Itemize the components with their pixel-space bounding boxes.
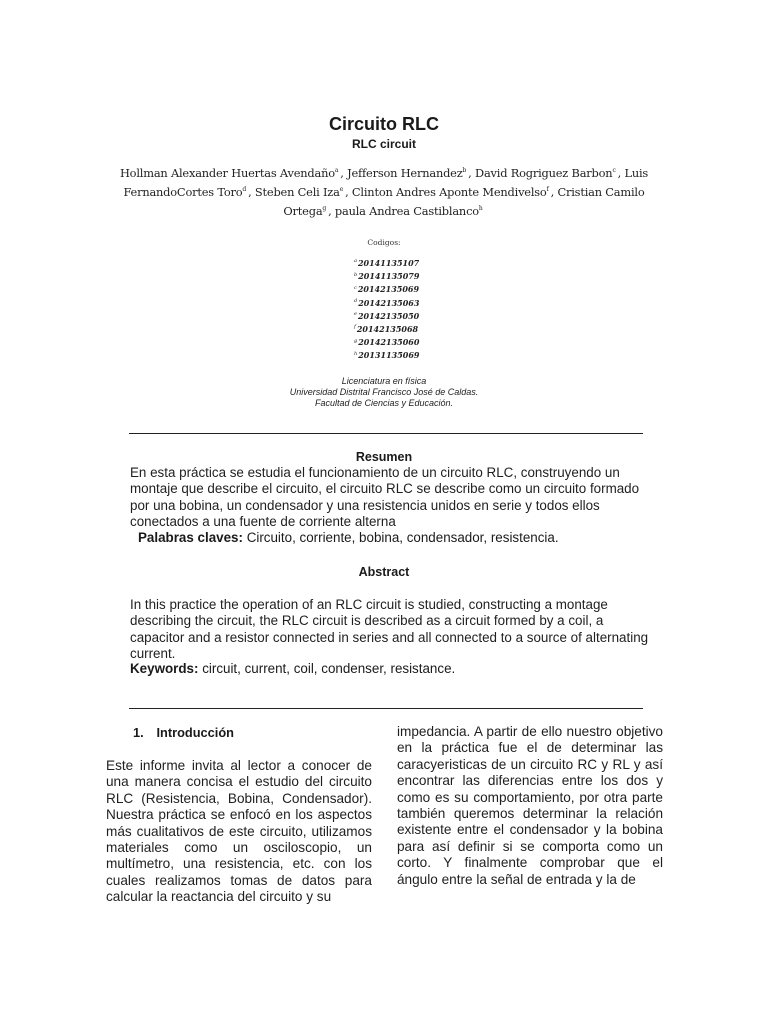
author-name: Steben Celi Iza: [254, 185, 340, 199]
code-row: [354, 257, 474, 270]
author-mark: f: [546, 186, 549, 194]
code-value: 20141135079: [358, 271, 420, 282]
abstract-heading: Abstract: [358, 565, 410, 579]
keywords-values: circuit, current, coil, condenser, resistance.: [198, 661, 456, 676]
palabras-claves-values: Circuito, corriente, bobina, condensador, resistencia.: [242, 530, 559, 545]
code-value: 20142135060: [358, 337, 420, 348]
affiliation-program: Licenciatura en física: [341, 376, 427, 386]
author-name: Hollman Alexander Huertas Avendaño: [119, 166, 335, 180]
code-value: 20131135069: [358, 350, 420, 361]
author-name: Luis FernandoCortes Toro: [123, 166, 649, 199]
keywords: [130, 661, 650, 677]
author-mark: c: [612, 167, 616, 175]
author-list: Hollman Alexander Huertas Avendaño$^a$ , Jefferson Hernandez$^b$ , David Rogriguez Barbon$^c$ , Luis FernandoCortes Toro$^d$ , Steben Celi Iza$^e$ , Clinton Andres Aponte Mendivelso$^f$ , Cristian Camilo Ortega$^g$ , paula Andrea Castiblanco$^h$: [119, 166, 649, 218]
code-row: [354, 297, 474, 310]
code-value: 20142135050: [357, 310, 420, 321]
keywords-label: Keywords:: [130, 661, 199, 676]
code-mark: f: [354, 324, 356, 331]
author-mark: e: [339, 186, 344, 194]
code-mark: d: [354, 297, 358, 304]
author-name: Cristian Camilo Ortega: [283, 185, 645, 218]
author-mark: b: [462, 167, 467, 175]
author-mark: d: [242, 186, 247, 194]
affiliation-faculty: Facultad de Ciencias y Educación.: [314, 398, 454, 408]
abstract-text: In this practice the operation of an RLC circuit is studied, constructing a montage describing the circuit, the RLC circuit is described as a circuit formed by a coil, a capacitor and a resistor connected in series and all connected to a source of alternating current.: [130, 597, 649, 661]
code-row: [354, 349, 474, 362]
code-mark: a: [354, 258, 357, 265]
author-name: Jefferson Hernandez: [347, 166, 463, 180]
code-mark: b: [354, 271, 358, 278]
palabras-claves-label: Palabras claves:: [138, 530, 243, 545]
code-mark: e: [354, 311, 357, 318]
paper-title: Circuito RLC: [329, 114, 439, 134]
code-row: [354, 336, 474, 349]
code-row: [354, 270, 474, 283]
code-row: [354, 310, 474, 323]
author-name: Clinton Andres Aponte Mendivelso: [351, 185, 547, 199]
author-name: paula Andrea Castiblanco: [334, 204, 479, 218]
code-mark: c: [354, 284, 357, 291]
affiliation: [0, 376, 768, 409]
codes-label: Codigos:: [367, 238, 401, 247]
code-value: 20142135069: [357, 284, 420, 295]
introduction-heading: 1. Introducción: [133, 725, 234, 740]
code-mark: h: [354, 350, 358, 357]
author-mark: g: [322, 205, 327, 213]
author-mark: h: [478, 205, 483, 213]
affiliation-university: Universidad Distrital Francisco José de Caldas.: [289, 387, 479, 397]
code-row: [354, 283, 474, 296]
code-value: 20141135107: [357, 258, 420, 268]
paper-subtitle: RLC circuit: [351, 137, 416, 151]
code-value: 20142135068: [356, 324, 419, 335]
introduction-right-column: impedancia. A partir de ello nuestro objetivo en la práctica fue el de determinar las caracyeristicas de un circuito RC y RL y así encontrar las diferencias entre los dos y como es su comportamiento, por otra parte también queremos determinar la relación existente entre el condensador y la bobina para así definir si se comporta como un corto. Y finalmente comprobar que el ángulo entre la señal de entrada y la de: [397, 724, 663, 887]
resumen-text: En esta práctica se estudia el funcionamiento de un circuito RLC, construyendo un montaje que describe el circuito, el circuito RLC se describe como un circuito formado por una bobina, un condensador y una resistencia unidos en serie y todos ellos conectados a una fuente de corriente alterna: [130, 465, 640, 529]
divider-top: [129, 433, 643, 434]
resumen-heading: Resumen: [355, 450, 413, 464]
code-row: [354, 323, 474, 336]
author-mark: a: [334, 167, 339, 175]
code-value: 20142135063: [358, 297, 420, 308]
author-name: David Rogriguez Barbon: [475, 166, 613, 180]
introduction-left-column: Este informe invita al lector a conocer de una manera concisa el estudio del circuito RLC (Resistencia, Bobina, Condensador). Nuestra práctica se enfocó en los aspectos más cualitativos de este circuito, utilizamos materiales como un osciloscopio, un multímetro, una resistencia, etc. con los cuales realizamos tomas de datos para calcular la reactancia del circuito y su: [106, 758, 372, 905]
code-mark: g: [354, 337, 358, 344]
student-codes: [354, 257, 474, 363]
divider-bottom: [129, 708, 643, 709]
palabras-claves: [138, 530, 658, 546]
